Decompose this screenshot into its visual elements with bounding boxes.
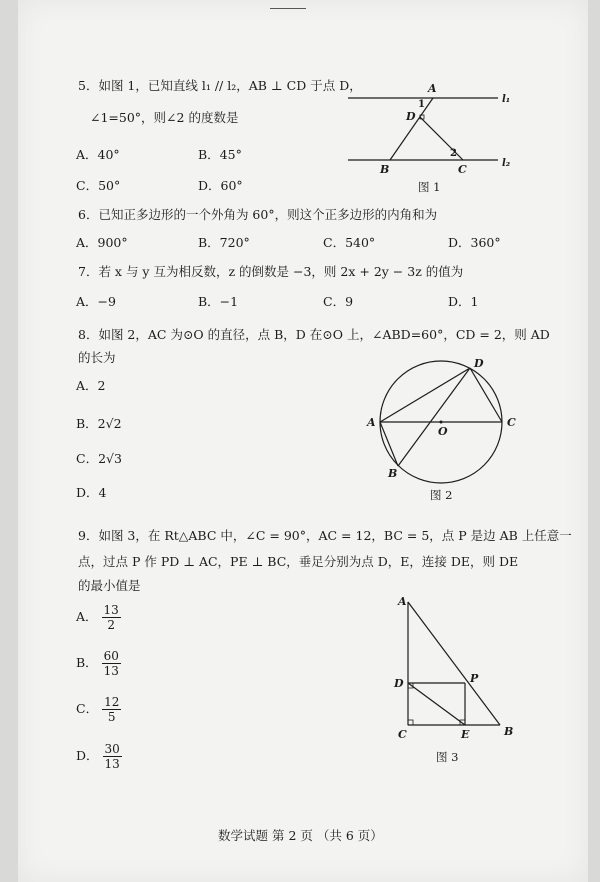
label-p: P (470, 672, 479, 685)
label-e: E (461, 728, 470, 741)
label-c: C (398, 728, 407, 741)
q9-option-c (76, 695, 121, 724)
q6-option-c: C．540° (323, 235, 376, 250)
label-l1: l₁ (502, 94, 511, 105)
q9-line3: 的最小值是 (78, 578, 141, 593)
q9-option-b-num: 60 (103, 649, 119, 663)
q7-option-c: C．9 (323, 294, 354, 309)
q8-option-a: A．2 (76, 378, 106, 393)
page-footer: 数学试题 第 2 页 （共 6 页） (218, 828, 383, 843)
label-a: A (428, 82, 437, 95)
q7-text: 7．若 x 与 y 互为相反数，z 的倒数是 −3，则 2x + 2y − 3z 的值为 (78, 264, 464, 279)
q8-option-d: D．4 (76, 485, 107, 500)
q6-text: 6．已知正多边形的一个外角为 60°，则这个正多边形的内角和为 (78, 207, 438, 222)
q8-line2: 的长为 (78, 350, 116, 365)
figure-3-caption: 图 3 (436, 750, 459, 764)
side-ab (408, 602, 500, 725)
label-o: O (438, 425, 448, 438)
q9-option-c-num: 12 (104, 695, 120, 709)
figure-1 (338, 80, 518, 180)
q5-option-c: C．50° (76, 178, 121, 193)
q5-option-b: B．45° (198, 147, 242, 162)
q5-option-a: A．40° (76, 147, 120, 162)
label-d: D (406, 110, 416, 123)
segment-ab (390, 98, 433, 160)
label-two: 2 (450, 148, 457, 159)
q5-option-d: D．60° (198, 178, 243, 193)
q9-option-c-fraction (102, 695, 121, 724)
label-one: 1 (418, 99, 425, 110)
q9-option-d-letter: D． (76, 748, 99, 763)
q5-line1: 5．如图 1，已知直线 l₁ // l₂，AB ⊥ CD 于点 D， (78, 78, 362, 93)
label-c: C (458, 163, 467, 176)
q9-line1: 9．如图 3，在 Rt△ABC 中，∠C = 90°，AC = 12，BC = 5，点 P 是边 AB 上任意一 (78, 528, 572, 543)
q9-option-c-letter: C． (76, 701, 99, 716)
figure-2 (363, 355, 533, 490)
q5-line2: ∠1=50°，则∠2 的度数是 (90, 110, 239, 125)
chord-ad (380, 368, 470, 422)
q9-option-a-den: 2 (107, 618, 115, 632)
q7-option-d: D．1 (448, 294, 479, 309)
q6-option-a: A．900° (76, 235, 128, 250)
q9-line2: 点，过点 P 作 PD ⊥ AC，PE ⊥ BC，垂足分别为点 D，E，连接 DE，则 DE (78, 554, 519, 569)
label-b: B (504, 725, 514, 738)
chord-ab (380, 422, 398, 466)
top-rule (270, 8, 306, 9)
q9-option-a (76, 603, 121, 632)
q6-option-b: B．720° (198, 235, 250, 250)
q9-option-a-letter: A． (76, 609, 98, 624)
q9-option-b-letter: B． (76, 655, 98, 670)
figure-2-caption: 图 2 (430, 488, 453, 502)
chord-bd (398, 368, 470, 466)
q9-option-d (76, 742, 122, 771)
q8-option-b: B．2√2 (76, 416, 122, 431)
q8-option-c: C．2√3 (76, 451, 122, 466)
q9-option-d-num: 30 (104, 742, 120, 756)
figure-3 (378, 590, 528, 745)
q9-option-a-num: 13 (103, 603, 119, 617)
label-d: D (474, 357, 484, 370)
label-d: D (394, 677, 404, 690)
q9-option-c-den: 5 (107, 710, 116, 724)
q7-option-b: B．−1 (198, 294, 239, 309)
label-b: B (388, 467, 398, 480)
q9-option-b (76, 649, 121, 678)
q9-option-a-fraction (102, 603, 121, 632)
label-c: C (507, 416, 516, 429)
label-a: A (398, 595, 407, 608)
label-l2: l₂ (502, 158, 511, 169)
q9-option-b-fraction (102, 649, 121, 678)
q6-option-d: D．360° (448, 235, 501, 250)
q7-option-a: A．−9 (76, 294, 116, 309)
right-angle-c (408, 720, 413, 725)
label-a: A (367, 416, 376, 429)
figure-1-caption: 图 1 (418, 180, 441, 194)
chord-cd (470, 368, 502, 422)
exam-page (18, 0, 588, 882)
q9-option-d-fraction (103, 742, 122, 771)
segment-de (408, 683, 465, 725)
q9-option-d-den: 13 (104, 757, 120, 771)
center-dot (440, 421, 443, 424)
q9-option-b-den: 13 (103, 664, 119, 678)
label-b: B (380, 163, 390, 176)
q8-line1: 8．如图 2，AC 为⊙O 的直径，点 B，D 在⊙O 上，∠ABD=60°，CD = 2，则 AD (78, 327, 550, 342)
